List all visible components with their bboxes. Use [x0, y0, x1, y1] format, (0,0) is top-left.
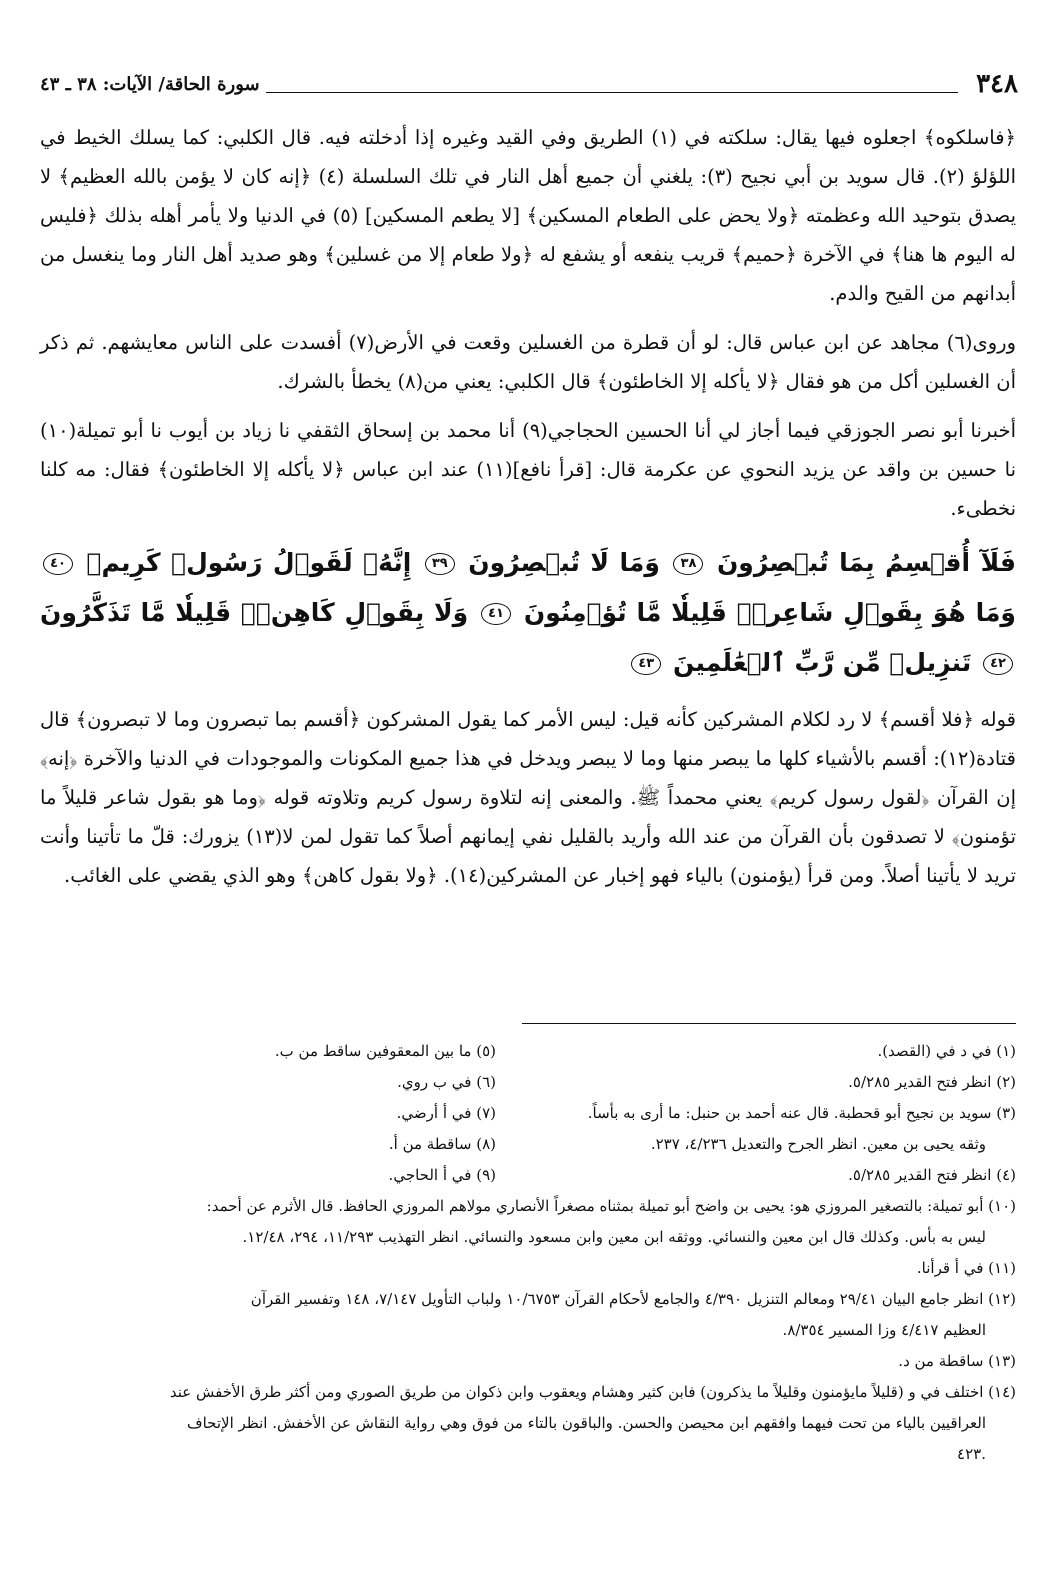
ayah-number: ٤٢: [983, 653, 1013, 675]
paragraph-1: ﴿فاسلكوه﴾ اجعلوه فيها يقال: سلكته في (١) الطريق وفي القيد وغيره إذا أدخلته فيه. قال الكلبي: كما يسلك الخيط في اللؤلؤ (٢). قال سويد بن أبي نجيح (٣): يلغني أن جميع أهل النار في تلك السلسلة (٤) ﴿إنه كان لا يؤمن بالله العظيم﴾ لا يصدق بتوحيد الله وعظمته ﴿ولا يحض على الطعام المسكين﴾ [لا يطعم المسكين] (٥) في الدنيا ولا يأمر أهله بذلك ﴿فليس له اليوم ها هنا﴾ في الآخرة ﴿حميم﴾ قريب ينفعه أو يشفع له ﴿ولا طعام إلا من غسلين﴾ وهو صديد أهل النار وما ينغسل من أبدانهم من القيح والدم.: [40, 126, 1017, 305]
footnote-13: (١٣) ساقطة من د.: [898, 1352, 1016, 1370]
verse-text: تَنزِيلٞ مِّن رَّبِّ ٱلۡعَٰلَمِينَ: [673, 648, 972, 677]
footnote-11: (١١) في أ قرأنا.: [916, 1259, 1016, 1277]
header-rule: [266, 92, 959, 93]
paragraph-2: وروى(٦) مجاهد عن ابن عباس قال: لو أن قطرة من الغسلين وقعت في الأرض(٧) أفسدت على الناس معايشهم. ثم ذكر أن الغسلين أكل من هو فقال ﴿لا يأكله إلا الخاطئون﴾ قال الكلبي: يعني من(٨) يخطأ بالشرك.: [40, 331, 1016, 393]
surah-title: سورة الحاقة/ الآيات: ٣٨ ـ ٤٣: [40, 73, 260, 95]
footnote-2: (٢) انظر فتح القدير ٥/٢٨٥.: [848, 1073, 1016, 1091]
verse-text: وَمَا لَا تُبۡصِرُونَ: [468, 548, 660, 577]
main-text: [40, 118, 1016, 905]
ayah-number: ٤٠: [43, 553, 73, 575]
footnote-4: (٤) انظر فتح القدير ٥/٢٨٥.: [848, 1166, 1016, 1184]
footnote-3: (٣) سويد بن نجيح أبو قحطبة. قال عنه أحمد بن حنبل: ما أرى به بأساً.: [587, 1104, 1016, 1122]
page-number: ٣٤٨: [976, 69, 1018, 99]
footnote-10-continued: ليس به بأس. وكذلك قال ابن معين والنسائي. ووثقه ابن معين وابن مسعود والنسائي. انظر التهذيب ١١/٢٩٣، ٢٩٤، ١٢/٤٨.: [242, 1228, 986, 1246]
footnote-9: (٩) في أ الحاجي.: [388, 1166, 496, 1184]
verse-text: وَمَا هُوَ بِقَوۡلِ شَاعِرٖۚ قَلِيلٗا مَّا تُؤۡمِنُونَ: [523, 598, 1016, 627]
ayah-number: ٣٩: [425, 553, 455, 575]
quran-verses: [40, 538, 1016, 688]
ayah-number: ٤٣: [631, 653, 661, 675]
footnote-3-continued: وثقه يحيى بن معين. انظر الجرح والتعديل ٤/٢٣٦، ٢٣٧.: [650, 1135, 986, 1153]
footnote-12: (١٢) انظر جامع البيان ٢٩/٤١ ومعالم التنزيل ٤/٣٩٠ والجامع لأحكام القرآن ١٠/٦٧٥٣ ولباب التأويل ٧/١٤٧، ١٤٨ وتفسير القرآن: [250, 1290, 1016, 1308]
footnote-1: (١) في د في (القصد).: [877, 1042, 1016, 1060]
paragraph-3: أخبرنا أبو نصر الجوزقي فيما أجاز لي أنا الحسين الحجاجي(٩) أنا محمد بن إسحاق الثقفي نا زياد بن أيوب نا أبو تميلة(١٠) نا حسين بن واقد عن يزيد النحوي عن عكرمة قال: [قرأ نافع](١١) عند ابن عباس ﴿لا يأكله إلا الخاطئون﴾ فقال: مه كلنا نخطىء.: [40, 419, 1017, 520]
ayah-number: ٣٨: [673, 553, 703, 575]
footnote-14-continued: العراقيين بالياء من تحت فيهما وافقهم ابن محيصن والحسن. والباقون بالتاء من فوق وهي رواية النقاش عن الأخفش. انظر الإتحاف: [187, 1414, 986, 1432]
footnotes-right-column: [496, 1036, 1016, 1191]
footnote-8: (٨) ساقطة من أ.: [388, 1135, 496, 1153]
footnote-6: (٦) في ب روي.: [397, 1073, 496, 1091]
footnotes: [40, 1036, 1016, 1470]
footnote-10: (١٠) أبو تميلة: بالتصغير المروزي هو: يحيى بن واضح أبو تميلة بمثناه مصغراً الأنصاري مولاهم المروزي الحافظ. قال الأثرم عن أحمد:: [206, 1197, 1016, 1215]
footnote-14: (١٤) اختلف في و (قليلاً مايؤمنون وقليلاً ما يذكرون) فابن كثير وهشام ويعقوب وابن ذكوان من طريق الصوري ومن أكثر طرق الأخفش عند: [169, 1383, 1016, 1401]
footnotes-two-column: [40, 1036, 1016, 1191]
footnote-12-continued: العظيم ٤/٤١٧ وزا المسير ٨/٣٥٤.: [782, 1321, 986, 1339]
page-header: [40, 64, 1018, 104]
footnote-divider: [522, 1023, 1016, 1024]
footnote-7: (٧) في أ أرضي.: [396, 1104, 496, 1122]
verse-text: إِنَّهُۥ لَقَوۡلُ رَسُولٖ كَرِيمٖ: [86, 548, 412, 577]
footnotes-left-column: [40, 1036, 496, 1191]
footnote-5: (٥) ما بين المعقوفين ساقط من ب.: [274, 1042, 496, 1060]
verse-text: فَلَآ أُقۡسِمُ بِمَا تُبۡصِرُونَ: [716, 548, 1016, 577]
footnote-14-end: .٤٢٣: [957, 1445, 986, 1463]
ayah-number: ٤١: [481, 603, 511, 625]
commentary-paragraph: قوله ﴿فلا أقسم﴾ لا رد لكلام المشركين كأنه قيل: ليس الأمر كما يقول المشركون ﴿أقسم بما تبصرون وما لا تبصرون﴾ قال قتادة(١٢): أقسم بالأشياء كلها ما يبصر منها وما لا يبصر ويدخل في هذا جميع المكونات والموجودات في الدنيا والآخرة ﴿إنه﴾ إن القرآن ﴿لقول رسول كريم﴾ يعني محمداً ﷺ. والمعنى إنه لتلاوة رسول كريم وتلاوته قوله ﴿وما هو بقول شاعر قليلاً ما تؤمنون﴾ لا تصدقون بأن القرآن من عند الله وأريد بالقليل نفي إيمانهم أصلاً كما تقول لمن لا(١٣) يزورك: قلّ ما تأتينا وأنت تريد لا يأتينا أصلاً. ومن قرأ (يؤمنون) بالياء فهو إخبار عن المشركين(١٤). ﴿ولا بقول كاهن﴾ وهو الذي يقضي على الغائب.: [40, 708, 1016, 887]
verse-text: وَلَا بِقَوۡلِ كَاهِنٖۚ قَلِيلٗا مَّا تَذَكَّرُونَ: [40, 598, 469, 627]
